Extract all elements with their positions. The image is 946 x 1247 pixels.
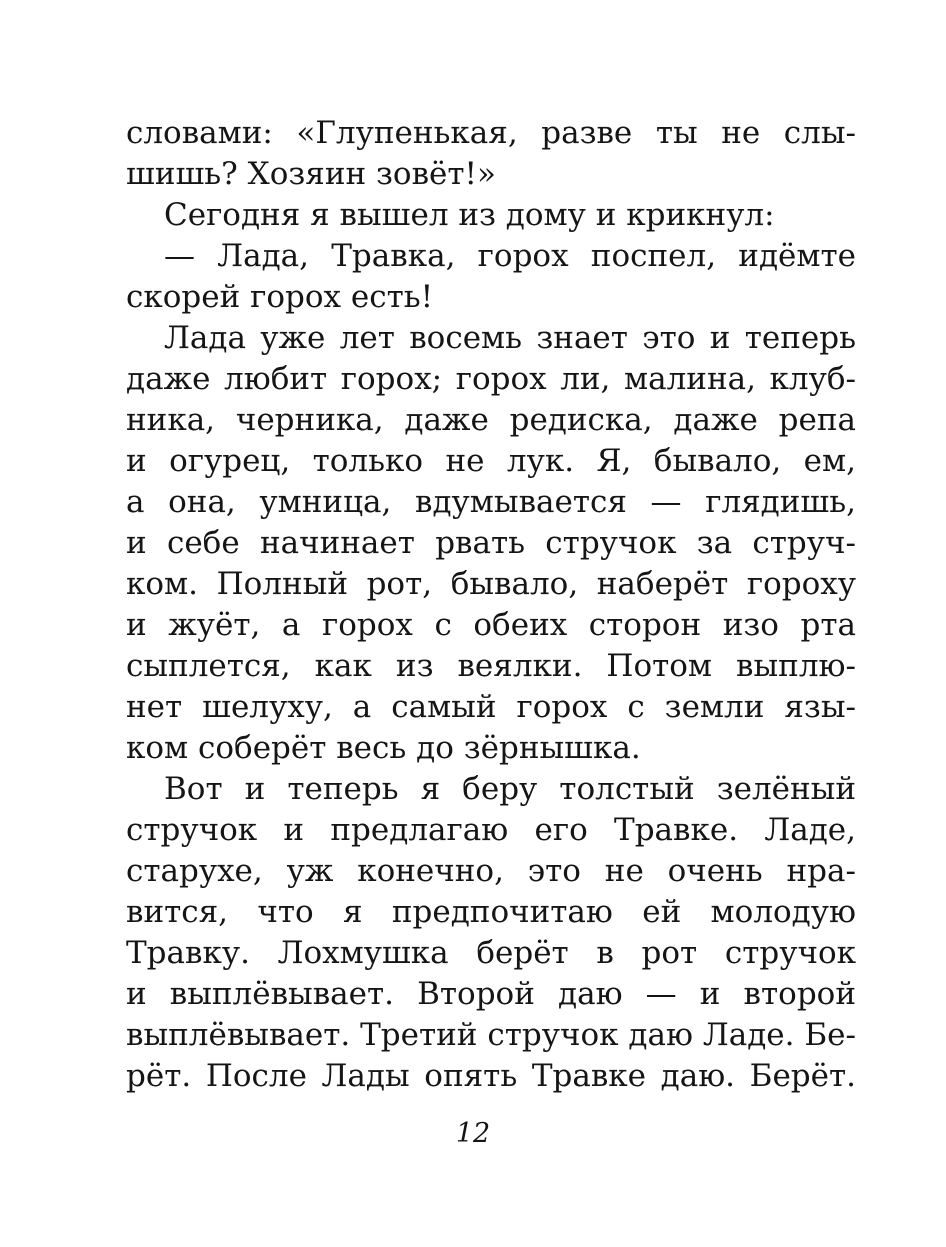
- text-line: шишь? Хозяин зовёт!»: [126, 156, 496, 192]
- text-line: нет шелуху, а самый горох с земли язы-: [126, 689, 856, 725]
- text-line: и выплёвывает. Второй даю — и второй: [126, 976, 856, 1012]
- page-number: 12: [455, 1118, 491, 1149]
- text-line: ника, черника, даже редиска, даже репа: [126, 402, 856, 438]
- text-line: Травку. Лохмушка берёт в рот стручок: [126, 935, 856, 971]
- text-line: словами: «Глупенькая, разве ты не слы-: [126, 115, 856, 151]
- text-line: Сегодня я вышел из дому и крикнул:: [164, 197, 775, 233]
- text-line: и жуёт, а горох с обеих сторон изо рта: [126, 607, 856, 643]
- text-line: и себе начинает рвать стручок за струч-: [126, 525, 856, 561]
- text-line: вится, что я предпочитаю ей молодую: [126, 894, 856, 930]
- text-line: Вот и теперь я беру толстый зелёный: [164, 771, 856, 807]
- text-line: старухе, уж конечно, это не очень нра-: [126, 853, 856, 889]
- text-line: и огурец, только не лук. Я, бывало, ем,: [126, 443, 856, 479]
- text-line: выплёвывает. Третий стручок даю Ладе. Бе-: [126, 1017, 856, 1053]
- text-line: сыплется, как из веялки. Потом выплю-: [126, 648, 856, 684]
- text-line: даже любит горох; горох ли, малина, клуб-: [126, 361, 856, 397]
- text-line: скорей горох есть!: [126, 279, 434, 315]
- text-line: стручок и предлагаю его Травке. Ладе,: [126, 812, 856, 848]
- text-line: а она, умница, вдумывается — глядишь,: [126, 484, 856, 520]
- text-line: — Лада, Травка, горох поспел, идёмте: [164, 238, 856, 274]
- text-line: ком. Полный рот, бывало, наберёт гороху: [126, 566, 856, 602]
- text-line: рёт. После Лады опять Травке даю. Берёт.: [126, 1058, 856, 1094]
- body-text: [126, 113, 856, 1097]
- text-line: Лада уже лет восемь знает это и теперь: [164, 320, 856, 356]
- text-line: ком соберёт весь до зёрнышка.: [126, 730, 641, 766]
